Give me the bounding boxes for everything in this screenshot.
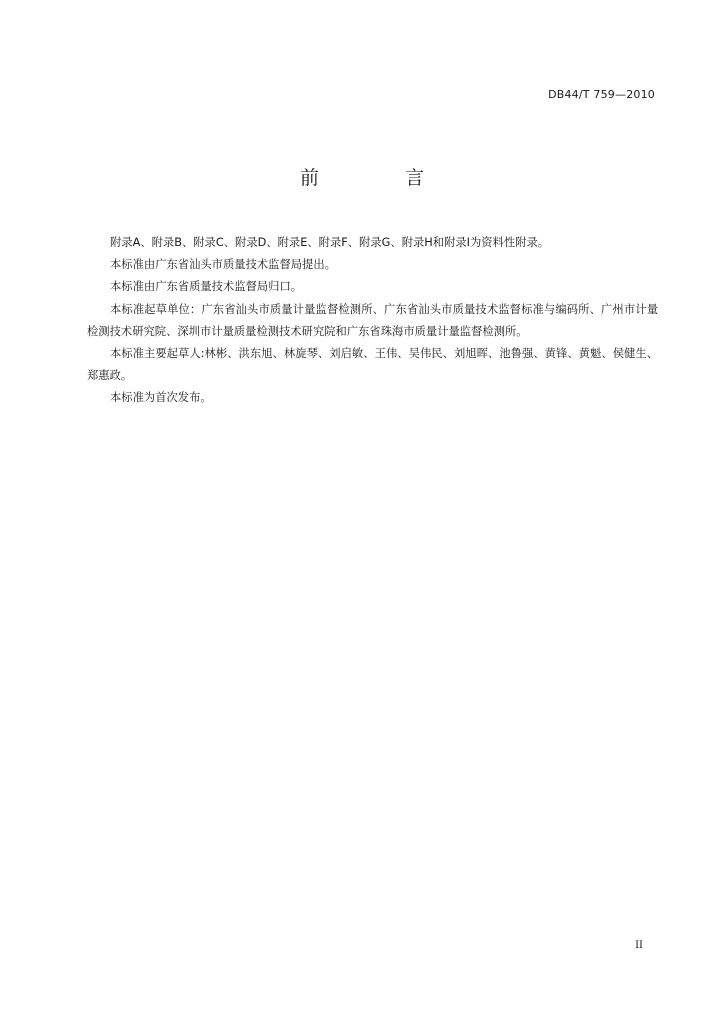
standard-code: DB44/T 759—2010 xyxy=(548,88,655,101)
paragraph-under-jurisdiction: 本标准由广东省质量技术监督局归口。 xyxy=(110,280,303,294)
paragraph-appendix-note: 附录A、附录B、附录C、附录D、附录E、附录F、附录G、附录H和附录I为资料性附录。 xyxy=(110,236,550,249)
foreword-body xyxy=(87,232,658,410)
paragraph-proposed-by: 本标准由广东省汕头市质量技术监督局提出。 xyxy=(110,258,336,272)
paragraph-main-drafters: 本标准主要起草人:林彬、洪东旭、林旋琴、刘启敏、王伟、吴伟民、刘旭晖、池鲁强、黄锋、黄魁、侯健生、郑惠政。 xyxy=(87,347,658,383)
paragraph-drafting-units: 本标准起草单位：广东省汕头市质量计量监督检测所、广东省汕头市质量技术监督标准与编码所、广州市计量检测技术研究院、深圳市计量质量检测技术研究院和广东省珠海市质量计量监督检测所。 xyxy=(87,302,658,338)
page-title: 前 言 xyxy=(299,167,465,189)
paragraph-first-release: 本标准为首次发布。 xyxy=(110,391,212,405)
page-number: II xyxy=(635,940,643,951)
